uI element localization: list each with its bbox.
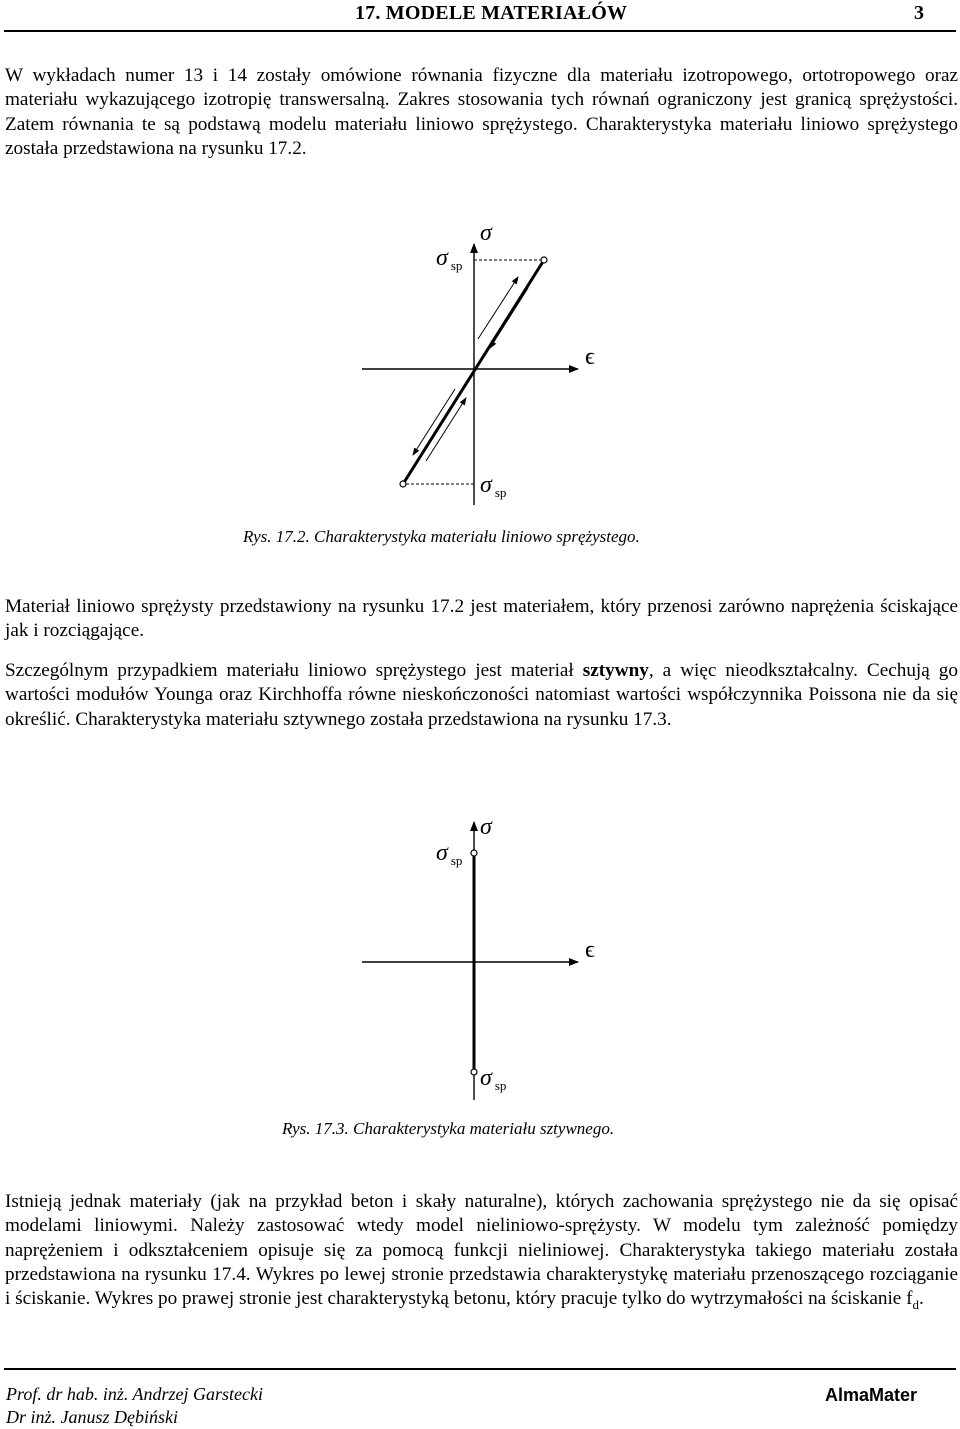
figure-linear-elastic (0, 205, 960, 515)
sigma-sp-bottom: σ $_{sp}$ (480, 472, 507, 500)
figure-caption-17-3: Rys. 17.3. Charakterystyka materiału sztywnego. (282, 1119, 615, 1138)
paragraph-rigid-text-start: Szczególnym przypadkiem materiału liniowo sprężystego jest materiał (5, 660, 583, 681)
elastic-limit-point-bottom (400, 481, 406, 487)
paragraph-intro: W wykładach numer 13 i 14 zostały omówione równania fizyczne dla materiału izotropowego, ortotropowego oraz materiału wykazującego izotropię transwersalną. Zakres stosowania tych równań ograniczony jest granicą sprężystości. Zatem równania te są podstawą modelu materiału liniowo sprężystego. Charakterystyka materiału liniowo sprężystego została przedstawiona na rysunku 17.2. (5, 65, 958, 159)
unloading-arrow-upper-down (490, 288, 528, 348)
paragraph-rigid-material (5, 659, 958, 732)
sigma-sp-bottom: σ $_{sp}$ (480, 1065, 507, 1093)
elastic-limit-point-top (541, 257, 547, 263)
loading-arrow-upper-up (478, 277, 518, 339)
sigma-sp-top: σ $_{sp}$ (436, 840, 463, 868)
epsilon-axis-label: ϵ (585, 344, 595, 370)
page-number: 3 (914, 2, 924, 24)
page-header (0, 0, 960, 30)
header-divider (4, 30, 956, 32)
term-rigid: sztywny (582, 660, 649, 681)
sigma-sp-top: σ $_{sp}$ (436, 245, 463, 273)
author-primary: Prof. dr hab. inż. Andrzej Garstecki (6, 1384, 263, 1404)
author-secondary: Dr inż. Janusz Dębiński (6, 1407, 178, 1427)
sigma-axis-label: σ (480, 220, 492, 246)
paragraph-rigid-text-end: , a więc nieodkształcalny. Cechują go wartości modułów Younga oraz Kirchhoffa równe nieskończoności natomiast wartości współczynnika Poissona nie da się określić. Charakterystyka materiału sztywnego została przedstawiona na rysunku 17.3. (5, 660, 958, 730)
chapter-title: 17. MODELE MATERIAŁÓW (355, 2, 628, 24)
sigma-axis-label: σ (480, 814, 492, 840)
subscript-d: d (912, 1297, 919, 1313)
publisher-brand: AlmaMater (825, 1385, 918, 1405)
paragraph-linear-elastic: Materiał liniowo sprężysty przedstawiony na rysunku 17.2 jest materiałem, który przenosi zarówno naprężenia ściskające jak i rozciągające. (5, 596, 958, 642)
epsilon-axis-label: ϵ (585, 937, 595, 963)
paragraph-nonlinear (5, 1190, 958, 1317)
elastic-limit-point-top (471, 850, 477, 856)
elastic-limit-point-bottom (471, 1069, 477, 1075)
loading-arrow-lower-down (413, 389, 455, 455)
figure-rigid (0, 805, 960, 1105)
figure-caption-17-2: Rys. 17.2. Charakterystyka materiału liniowo sprężystego. (243, 527, 640, 546)
unloading-arrow-lower-up (426, 398, 466, 461)
paragraph-nonlinear-text: Istnieją jednak materiały (jak na przykład beton i skały naturalne), których zachowania sprężystego nie da się opisać modelami liniowymi. Należy zastosować wtedy model nieliniowo-sprężysty. W modelu tym zależność pomiędzy naprężeniem i odkształceniem opisuje się za pomocą funkcji nieliniowej. Charakterystyka takiego materiału została przedstawiona na rysunku 17.4. Wykres po lewej stronie przedstawia charakterystykę materiału przenoszącego rozciąganie i ściskanie. Wykres po prawej stronie jest charakterystyką betonu, który pracuje tylko do wytrzymałości na ściskanie f (5, 1191, 958, 1310)
paragraph-nonlinear-end: . (919, 1288, 924, 1310)
footer-divider (4, 1368, 956, 1370)
